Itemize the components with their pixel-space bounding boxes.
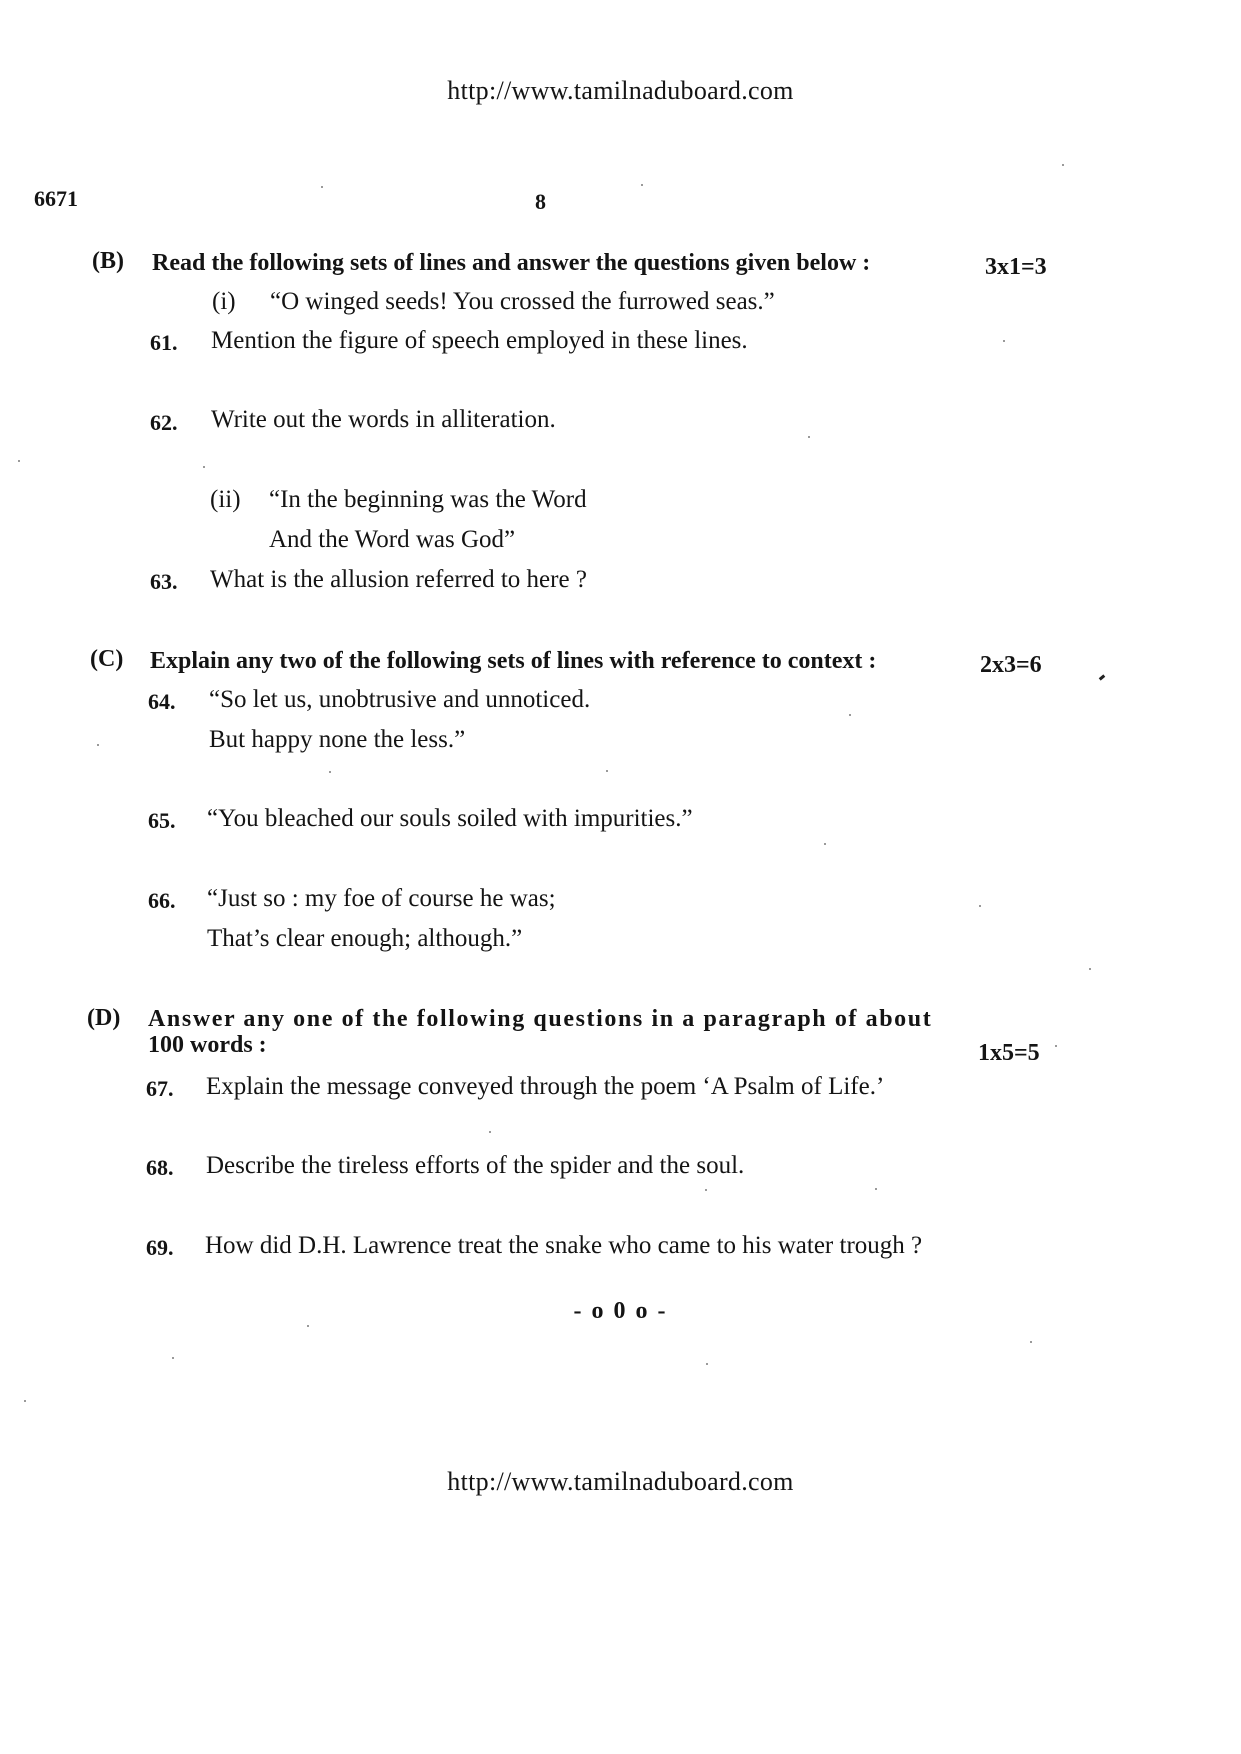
extract-i-line: “O winged seeds! You crossed the furrowed seas.” <box>270 288 775 315</box>
question-62-text: Write out the words in alliteration. <box>211 406 556 433</box>
section-c-marks: 2x3=6 <box>980 652 1042 678</box>
question-64-number: 64. <box>148 689 176 714</box>
question-66-number: 66. <box>148 888 176 913</box>
section-c-label: (C) <box>90 646 124 672</box>
question-61-text: Mention the figure of speech employed in these lines. <box>211 327 748 354</box>
question-65-line-1: “You bleached our souls soiled with impurities.” <box>207 805 693 832</box>
section-d-marks: 1x5=5 <box>978 1040 1040 1066</box>
extract-ii-line-1: “In the beginning was the Word <box>269 486 587 513</box>
question-67-number: 67. <box>146 1076 174 1101</box>
question-65-number: 65. <box>148 808 176 833</box>
footer-url: http://www.tamilnaduboard.com <box>447 1467 794 1496</box>
header-url: http://www.tamilnaduboard.com <box>447 76 794 105</box>
question-69-number: 69. <box>146 1235 174 1260</box>
question-66-line-1: “Just so : my foe of course he was; <box>207 885 556 912</box>
question-63-number: 63. <box>150 569 178 594</box>
question-62-number: 62. <box>150 410 178 435</box>
end-of-paper-mark: - o 0 o - <box>573 1298 668 1324</box>
question-64-line-1: “So let us, unobtrusive and unnoticed. <box>209 686 591 713</box>
section-d-instruction-line-2: 100 words : <box>148 1032 267 1058</box>
extract-ii-marker: (ii) <box>210 486 241 513</box>
section-d-instruction-line-1: Answer any one of the following questions in a paragraph of about <box>148 1006 933 1032</box>
paper-code: 6671 <box>34 186 78 211</box>
question-64-line-2: But happy none the less.” <box>209 726 466 753</box>
question-68-text: Describe the tireless efforts of the spider and the soul. <box>206 1152 745 1179</box>
section-b-marks: 3x1=3 <box>985 254 1047 280</box>
question-69-text: How did D.H. Lawrence treat the snake who came to his water trough ? <box>205 1232 923 1259</box>
question-67-text: Explain the message conveyed through the poem ‘A Psalm of Life.’ <box>206 1073 885 1100</box>
question-68-number: 68. <box>146 1155 174 1180</box>
extract-ii-line-2: And the Word was God” <box>269 526 516 553</box>
section-d-label: (D) <box>87 1005 121 1031</box>
section-b-instruction: Read the following sets of lines and answer the questions given below : <box>152 250 871 276</box>
section-b-label: (B) <box>92 248 124 274</box>
section-c-instruction: Explain any two of the following sets of lines with reference to context : <box>150 648 877 674</box>
extract-i-marker: (i) <box>212 288 236 315</box>
page-number: 8 <box>535 189 546 214</box>
question-63-text: What is the allusion referred to here ? <box>210 566 587 593</box>
question-61-number: 61. <box>150 330 178 355</box>
question-66-line-2: That’s clear enough; although.” <box>207 925 523 952</box>
